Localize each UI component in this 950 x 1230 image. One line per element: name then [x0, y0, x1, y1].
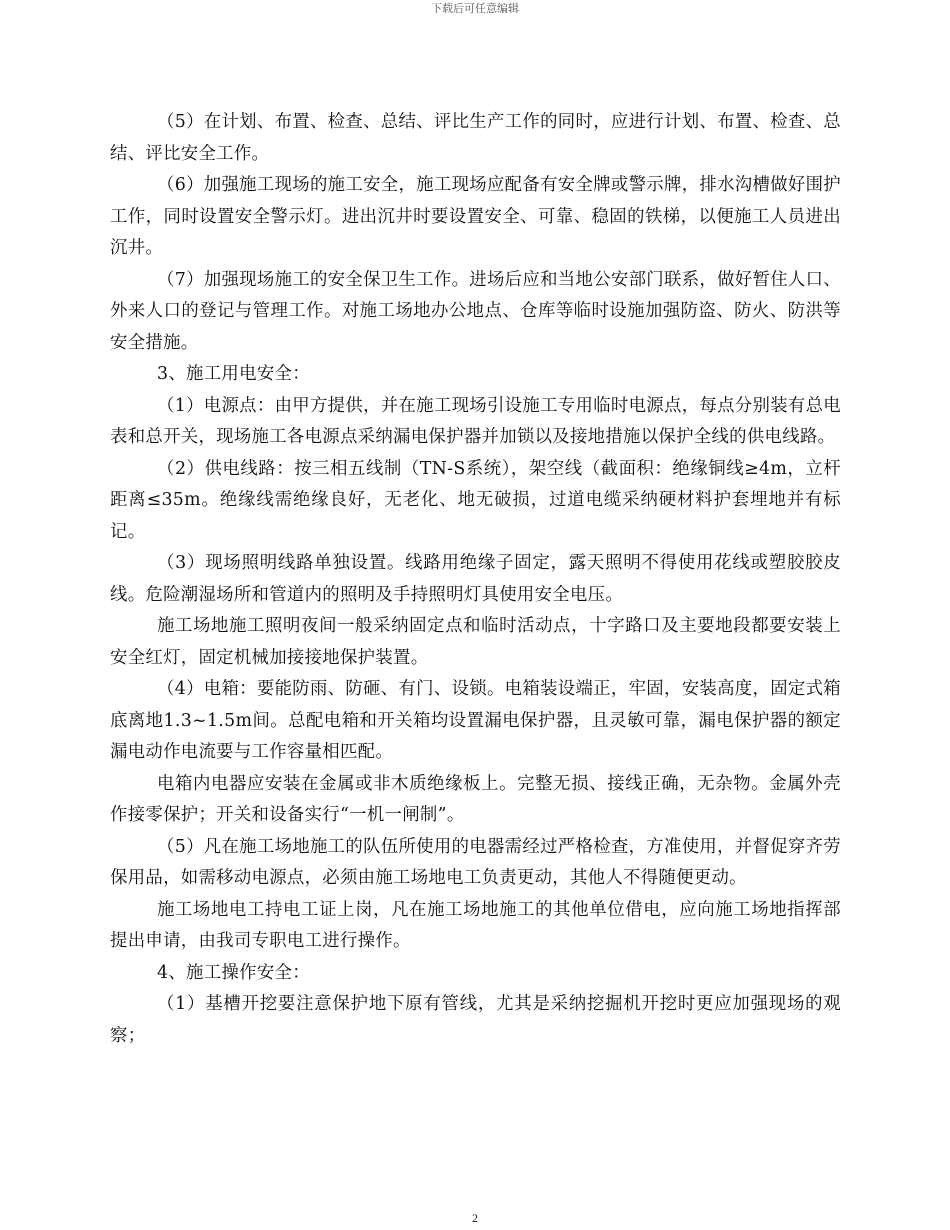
page-number: 2	[472, 1211, 478, 1225]
paragraph: （4）电箱：要能防雨、防砸、有门、设锁。电箱装设端正，牢固，安装高度，固定式箱底离地1.3~1.5m间。总配电箱和开关箱均设置漏电保护器，且灵敏可靠，漏电保护器的额定漏电动作电流要与工作容量相匹配。	[110, 679, 841, 762]
paragraph: 施工场地电工持电工证上岗，凡在施工场地施工的其他单位借电，应向施工场地指挥部提出申请，由我司专职电工进行操作。	[110, 899, 841, 951]
paragraph: 施工场地施工照明夜间一般采纳固定点和临时活动点，十字路口及主要地段都要安装上安全红灯，固定机械加接接地保护装置。	[110, 616, 841, 668]
paragraph: （5）凡在施工场地施工的队伍所使用的电器需经过严格检查，方准使用，并督促穿齐劳保用品，如需移动电源点，必须由施工场地电工负责更动，其他人不得随便更动。	[110, 836, 841, 888]
section-heading: 4、施工操作安全：	[157, 962, 310, 983]
paragraph: 电箱内电器应安装在金属或非木质绝缘板上。完整无损、接线正确，无杂物。金属外壳作接零保护；开关和设备实行“一机一闸制”。	[110, 773, 841, 825]
section-heading: 3、施工用电安全：	[157, 364, 310, 384]
paragraph: （7）加强现场施工的安全保卫生工作。进场后应和当地公安部门联系，做好暂住人口、外来人口的登记与管理工作。对施工场地办公地点、仓库等临时设施加强防盗、防火、防洪等安全措施。	[110, 269, 841, 353]
paragraph: （2）供电线路：按三相五线制（TN-S系统），架空线（截面积：绝缘铜线≥4m，立杆距离≤35m。绝缘线需绝缘良好，无老化、地无破损，过道电缆采纳硬材料护套埋地并有标记。	[110, 458, 841, 542]
document-body	[110, 107, 841, 1052]
paragraph: （6）加强施工现场的施工安全，施工现场应配备有安全牌或警示牌，排水沟槽做好围护工作，同时设置安全警示灯。进出沉井时要设置安全、可靠、稳固的铁梯，以便施工人员进出沉井。	[110, 175, 841, 258]
page-header: 下载后可任意编辑	[431, 2, 519, 15]
paragraph: （5）在计划、布置、检查、总结、评比生产工作的同时，应进行计划、布置、检查、总结、评比安全工作。	[110, 112, 841, 164]
paragraph: （1）基槽开挖要注意保护地下原有管线，尤其是采纳挖掘机开挖时更应加强现场的观察；	[110, 994, 841, 1046]
paragraph: （1）电源点：由甲方提供，并在施工现场引设施工专用临时电源点，每点分别装有总电表和总开关，现场施工各电源点采纳漏电保护器并加锁以及接地措施以保护全线的供电线路。	[110, 395, 841, 447]
paragraph: （3）现场照明线路单独设置。线路用绝缘子固定，露天照明不得使用花线或塑胶胶皮线。危险潮湿场所和管道内的照明及手持照明灯具使用安全电压。	[110, 553, 841, 605]
